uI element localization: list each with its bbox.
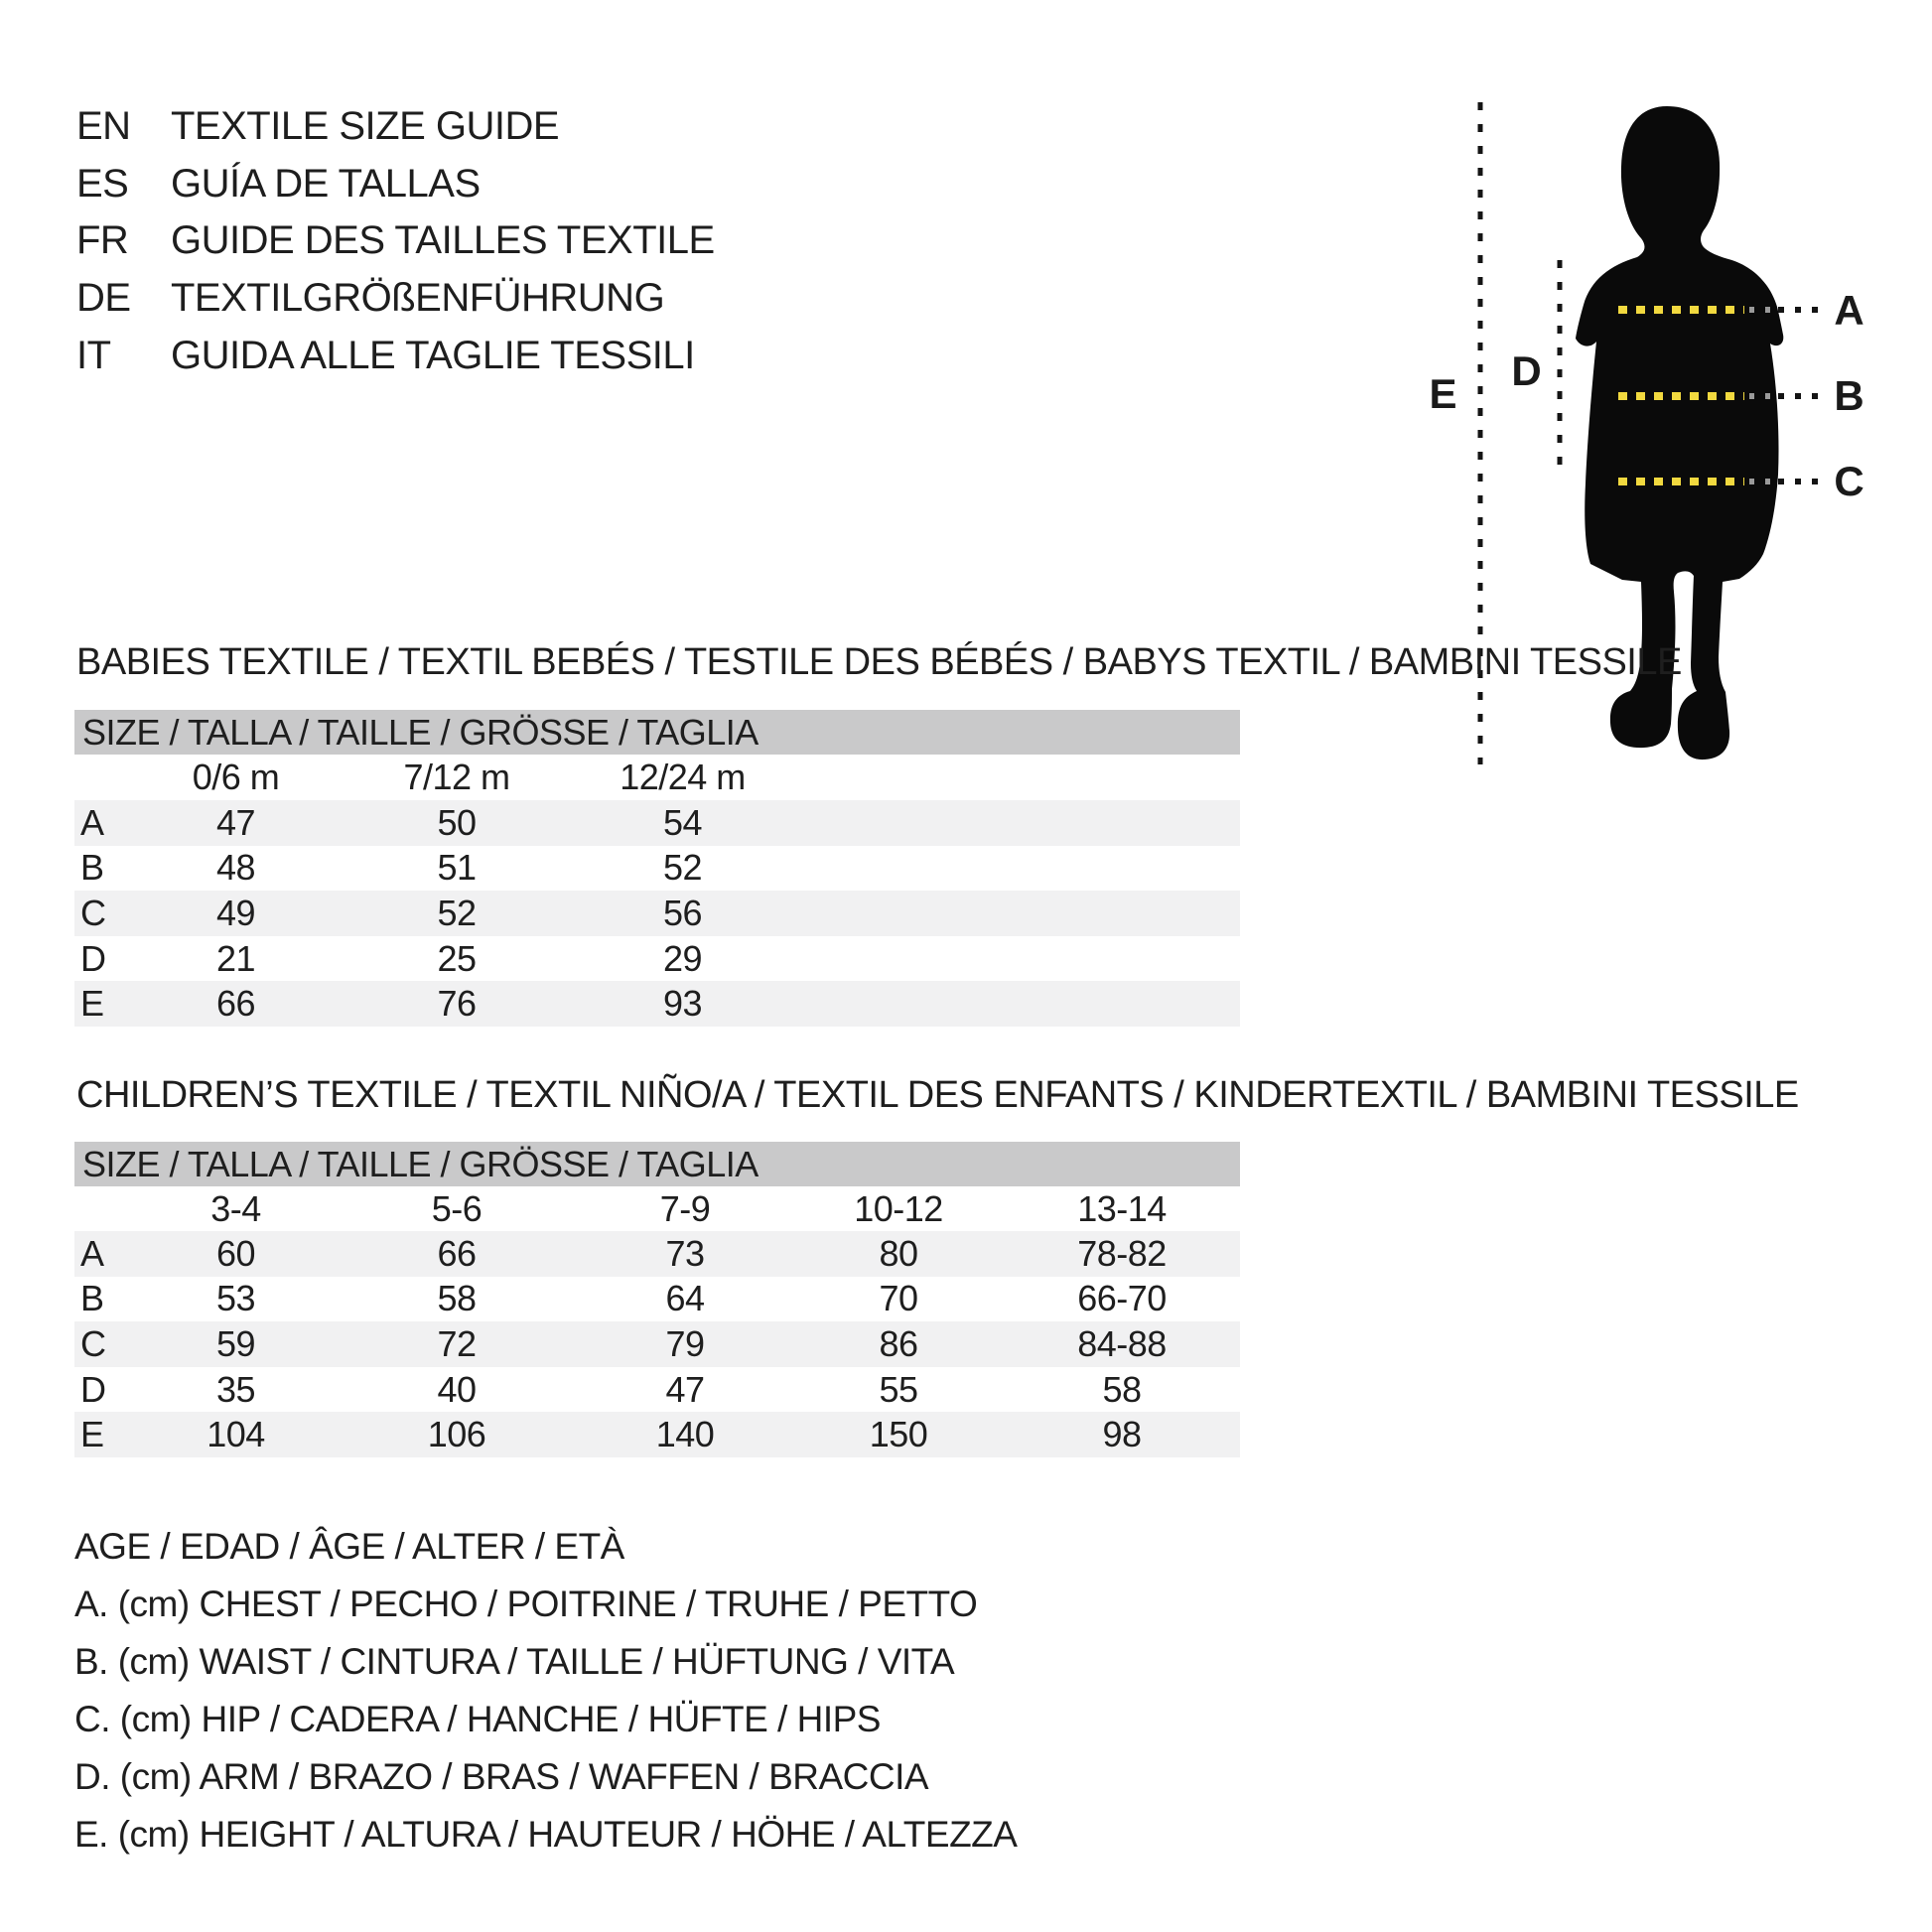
header-line-it <box>76 327 715 384</box>
header-line-fr <box>76 212 715 270</box>
guide-title: TEXTILE SIZE GUIDE <box>171 104 560 149</box>
cell-value: 66 <box>215 983 256 1025</box>
row-label: C <box>80 892 106 933</box>
guide-title: GUIDE DES TAILLES TEXTILE <box>171 218 715 263</box>
row-label: D <box>80 1368 106 1410</box>
cell-value: 47 <box>665 1368 705 1410</box>
cell-value: 35 <box>215 1368 256 1410</box>
label-chest-a: A <box>1834 287 1863 334</box>
cell-value: 55 <box>879 1368 918 1410</box>
cell-value: 48 <box>215 847 256 889</box>
cell-value: 21 <box>215 937 256 979</box>
children-col-0: 3-4 <box>210 1187 261 1229</box>
children-col-2: 7-9 <box>659 1187 711 1229</box>
legend-chest: A. (cm) CHEST / PECHO / POITRINE / TRUHE / PETTO <box>74 1584 978 1624</box>
cell-value: 54 <box>662 801 703 843</box>
row-label: A <box>80 1232 104 1274</box>
language-code: FR <box>76 218 129 263</box>
cell-value: 40 <box>437 1368 477 1410</box>
children-col-1: 5-6 <box>431 1187 483 1229</box>
cell-value: 70 <box>879 1278 918 1319</box>
cell-value: 58 <box>1102 1368 1142 1410</box>
cell-value: 60 <box>215 1232 256 1274</box>
cell-value: 140 <box>655 1414 715 1455</box>
cell-value: 86 <box>879 1322 918 1364</box>
cell-value: 49 <box>215 892 256 933</box>
table-row <box>74 800 1240 846</box>
label-hip-c: C <box>1834 458 1863 504</box>
guide-title: TEXTILGRÖßENFÜHRUNG <box>171 276 665 321</box>
language-code: EN <box>76 104 131 149</box>
cell-value: 50 <box>437 801 477 843</box>
cell-value: 78-82 <box>1077 1232 1167 1274</box>
legend-age: AGE / EDAD / ÂGE / ALTER / ETÀ <box>74 1526 624 1567</box>
cell-value: 56 <box>662 892 703 933</box>
header-line-en <box>76 98 715 156</box>
row-label: C <box>80 1322 106 1364</box>
babies-size-header-bar <box>74 710 1240 755</box>
header-line-de <box>76 270 715 328</box>
cell-value: 80 <box>879 1232 918 1274</box>
table-row <box>74 1412 1240 1457</box>
cell-value: 98 <box>1102 1414 1142 1455</box>
language-code: IT <box>76 333 111 377</box>
guide-title: GUIDA ALLE TAGLIE TESSILI <box>171 333 695 377</box>
legend-height: E. (cm) HEIGHT / ALTURA / HAUTEUR / HÖHE / ALTEZZA <box>74 1814 1018 1855</box>
cell-value: 84-88 <box>1077 1322 1167 1364</box>
row-label: E <box>80 983 104 1025</box>
children-size-header-bar <box>74 1142 1240 1186</box>
table-row <box>74 891 1240 936</box>
children-column-header-row <box>74 1186 1240 1231</box>
measurement-legend <box>74 1518 1017 1863</box>
cell-value: 58 <box>437 1278 477 1319</box>
label-arm-d: D <box>1511 347 1541 394</box>
children-section-heading: CHILDREN’S TEXTILE / TEXTIL NIÑO/A / TEXTIL DES ENFANTS / KINDERTEXTIL / BAMBINI TESSILE <box>76 1074 1799 1116</box>
cell-value: 76 <box>437 983 477 1025</box>
table-row <box>74 1231 1240 1277</box>
legend-waist: B. (cm) WAIST / CINTURA / TAILLE / HÜFTUNG / VITA <box>74 1641 955 1682</box>
babies-column-header-row <box>74 755 1240 800</box>
row-label: D <box>80 937 106 979</box>
cell-value: 53 <box>215 1278 256 1319</box>
table-row <box>74 1321 1240 1367</box>
cell-value: 104 <box>207 1414 265 1455</box>
cell-value: 72 <box>437 1322 477 1364</box>
language-title-block <box>76 98 715 384</box>
guide-title: GUÍA DE TALLAS <box>171 161 481 206</box>
children-col-3: 10-12 <box>854 1187 943 1229</box>
cell-value: 66-70 <box>1077 1278 1167 1319</box>
label-height-e: E <box>1429 370 1456 417</box>
table-row <box>74 1277 1240 1322</box>
cell-value: 52 <box>662 847 703 889</box>
language-code: ES <box>76 161 129 206</box>
header-line-es <box>76 156 715 213</box>
cell-value: 106 <box>427 1414 486 1455</box>
cell-value: 79 <box>665 1322 705 1364</box>
table-row <box>74 981 1240 1027</box>
table-row <box>74 936 1240 982</box>
cell-value: 51 <box>437 847 477 889</box>
cell-value: 93 <box>662 983 703 1025</box>
measurement-figure <box>1390 60 1932 814</box>
language-code: DE <box>76 276 131 321</box>
babies-col-1: 7/12 m <box>403 757 510 797</box>
babies-section-heading: BABIES TEXTILE / TEXTIL BEBÉS / TESTILE DES BÉBÉS / BABYS TEXTIL / BAMBINI TESSILE <box>76 641 1682 683</box>
cell-value: 47 <box>215 801 256 843</box>
cell-value: 59 <box>215 1322 256 1364</box>
size-header-label: SIZE / TALLA / TAILLE / GRÖSSE / TAGLIA <box>82 712 759 753</box>
row-label: A <box>80 801 104 843</box>
legend-arm: D. (cm) ARM / BRAZO / BRAS / WAFFEN / BRACCIA <box>74 1756 929 1797</box>
row-label: E <box>80 1414 104 1455</box>
label-waist-b: B <box>1834 372 1863 419</box>
cell-value: 150 <box>869 1414 928 1455</box>
cell-value: 64 <box>665 1278 705 1319</box>
babies-col-0: 0/6 m <box>192 757 280 797</box>
table-row <box>74 1367 1240 1413</box>
row-label: B <box>80 1278 104 1319</box>
table-row <box>74 846 1240 892</box>
cell-value: 66 <box>437 1232 477 1274</box>
cell-value: 29 <box>662 937 703 979</box>
cell-value: 25 <box>437 937 477 979</box>
size-header-label: SIZE / TALLA / TAILLE / GRÖSSE / TAGLIA <box>82 1144 759 1184</box>
babies-col-2: 12/24 m <box>620 757 746 797</box>
row-label: B <box>80 847 104 889</box>
cell-value: 52 <box>437 892 477 933</box>
legend-hip: C. (cm) HIP / CADERA / HANCHE / HÜFTE / HIPS <box>74 1699 881 1739</box>
cell-value: 73 <box>665 1232 705 1274</box>
children-col-4: 13-14 <box>1077 1187 1167 1229</box>
